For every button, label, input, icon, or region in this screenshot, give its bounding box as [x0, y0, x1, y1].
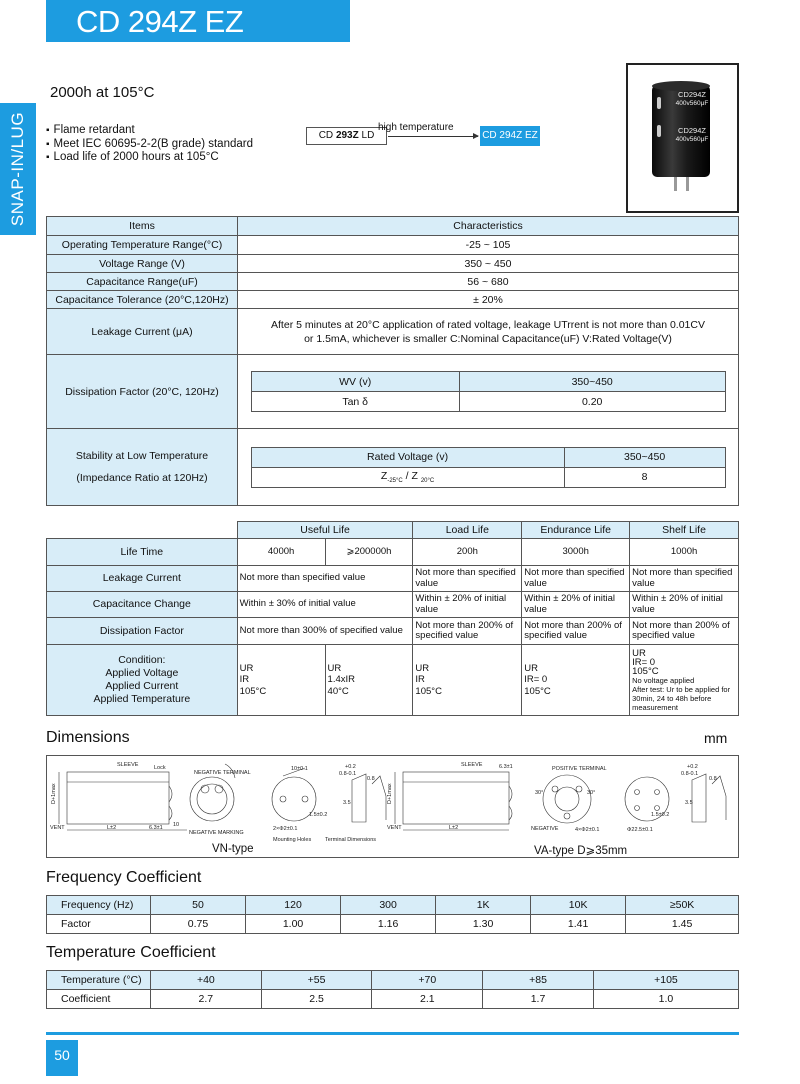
cond-value: 105°C: [415, 685, 442, 697]
cell: Not more than specified value: [522, 566, 630, 592]
cell: 3000h: [522, 539, 630, 566]
cell: 1000h: [630, 539, 739, 566]
col-header: +70: [372, 971, 483, 990]
dim-label: D+1max: [51, 783, 57, 804]
row-label: Frequency (Hz): [47, 896, 151, 915]
dim-label: 4×Φ2±0.1: [575, 827, 600, 833]
leakage-text-1: After 5 minutes at 20°C application of rated voltage, leakage UTrrent is not more than 0.01CV: [271, 318, 705, 331]
z-sub: -25°C: [387, 478, 403, 485]
sub-header: 350~450: [459, 372, 725, 392]
flow-from-prefix: CD: [318, 130, 336, 141]
stability-label-1: Stability at Low Temperature: [75, 450, 209, 462]
spec-table: [46, 216, 739, 506]
cell: Not more than 200% of specified value: [522, 618, 630, 645]
cond-label: Applied Current: [105, 680, 179, 692]
sub-cell: 0.20: [459, 392, 725, 412]
sub-cell: 8: [564, 467, 725, 487]
spec-value: [238, 309, 739, 355]
page-number: 50: [46, 1040, 78, 1076]
sub-header: WV (v): [251, 372, 459, 392]
dim-label: +0.2: [345, 764, 356, 770]
spec-item: Dissipation Factor (20°C, 120Hz): [47, 355, 238, 429]
footer-line: [46, 1032, 739, 1035]
cell: Not more than 200% of specified value: [630, 618, 739, 645]
spec-item: Operating Temperature Range(°C): [47, 236, 238, 255]
dim-label: 30°: [587, 790, 596, 796]
dim-label: NEGATIVE MARKING: [189, 830, 244, 836]
cond-label: Applied Voltage: [105, 667, 179, 679]
cond-note: 30min, 24 to 48h before: [632, 693, 712, 703]
cond-label: Applied Temperature: [93, 693, 191, 705]
cond-value: IR= 0: [632, 656, 656, 668]
cond-value: UR: [239, 662, 254, 674]
col-header: Endurance Life: [522, 522, 630, 539]
row-label: Capacitance Change: [47, 592, 238, 618]
feature-list: [46, 124, 253, 165]
cell: Within ± 20% of initial value: [630, 592, 739, 618]
cell: 1.45: [626, 915, 739, 934]
spec-item: Voltage Range (V): [47, 255, 238, 273]
photo-label-2: 400v560μF: [675, 100, 709, 107]
dim-label: Lock: [154, 765, 166, 771]
dim-label: 10±0.1: [291, 766, 308, 772]
cond-value: UR: [524, 662, 538, 674]
spec-value: [238, 429, 739, 506]
dim-label: 10: [173, 822, 180, 828]
cell: 1.30: [436, 915, 531, 934]
spec-item: Capacitance Tolerance (20°C,120Hz): [47, 291, 238, 309]
col-header: 120: [246, 896, 341, 915]
photo-label-4: 400v560μF: [675, 136, 709, 143]
cell: Not more than specified value: [630, 566, 739, 592]
cell: 200h: [413, 539, 522, 566]
cell: 2.5: [261, 990, 372, 1009]
table-row: [47, 645, 739, 716]
capacitor-photo: [626, 63, 739, 213]
stability-label-2: (Impedance Ratio at 120Hz): [76, 472, 208, 484]
flow-to-box: CD 294Z EZ: [480, 126, 540, 146]
cell: 1.41: [531, 915, 626, 934]
dim-label: NEGATIVE: [531, 826, 559, 832]
table-row: [47, 618, 739, 645]
dim-label: 1.5±0.2: [309, 812, 328, 818]
cell: 1.00: [246, 915, 341, 934]
dimensions-unit: mm: [704, 730, 728, 746]
col-header: Shelf Life: [630, 522, 739, 539]
cell: Not more than 300% of specified value: [237, 618, 413, 645]
leakage-text-2: or 1.5mA, whichever is smaller C:Nominal Capacitance(uF) V:Rated Voltage(V): [304, 332, 672, 345]
capacitor-image-icon: [628, 65, 737, 211]
dim-label: L±2: [107, 825, 117, 831]
flow-from-model: 293Z: [335, 130, 359, 141]
table-row: [47, 971, 739, 990]
cell: [413, 645, 522, 716]
photo-label-3: CD294Z: [678, 126, 706, 135]
table-row: [47, 429, 739, 506]
dimension-drawing-icon: [47, 756, 738, 857]
row-label: Temperature (°C): [47, 971, 151, 990]
col-header: 300: [341, 896, 436, 915]
blank-cell: [47, 522, 238, 539]
cond-value: 1.4xIR: [327, 674, 355, 686]
z-label: Z: [380, 469, 388, 482]
sub-header: Rated Voltage (v): [251, 447, 564, 467]
dim-label: Φ22.5±0.1: [627, 827, 653, 833]
dim-label: 0.8-0.1: [681, 771, 699, 777]
col-header: 1K: [436, 896, 531, 915]
dim-label: 30°: [535, 790, 544, 796]
cell: Not more than specified value: [237, 566, 413, 592]
dim-label: 3.5: [685, 800, 693, 806]
cell: Within ± 30% of initial value: [237, 592, 413, 618]
cell: 1.16: [341, 915, 436, 934]
cell: Within ± 20% of initial value: [413, 592, 522, 618]
photo-label-1: CD294Z: [678, 90, 706, 99]
cond-value: UR: [415, 662, 430, 674]
table-row: [47, 522, 739, 539]
dim-label: 2×Φ2±0.1: [273, 826, 298, 832]
col-header: 50: [151, 896, 246, 915]
spec-item: Capacitance Range(uF): [47, 273, 238, 291]
dimension-drawings: [46, 755, 739, 858]
spec-value: -25 ~ 105: [238, 236, 739, 255]
dim-label: SLEEVE: [461, 762, 483, 768]
cond-value: IR: [415, 674, 425, 686]
series-title: CD 294Z EZ SERIES: [76, 4, 244, 75]
table-row: [47, 592, 739, 618]
col-header: +85: [483, 971, 594, 990]
stability-subtable: [251, 447, 726, 488]
col-header: Useful Life: [237, 522, 413, 539]
table-row: [47, 291, 739, 309]
col-header: ≥50K: [626, 896, 739, 915]
row-label: Coefficient: [47, 990, 151, 1009]
table-row: [47, 566, 739, 592]
cond-value: 105°C: [239, 685, 267, 697]
dim-label: D+1max: [387, 783, 393, 804]
dim-label: 0.8: [367, 776, 375, 782]
cell: 0.75: [151, 915, 246, 934]
dim-label: NEGATIVE TERMINAL: [194, 770, 251, 776]
flow-from-suffix: LD: [358, 130, 375, 141]
spec-value: 350 ~ 450: [238, 255, 739, 273]
cond-value: UR: [632, 647, 646, 659]
table-row: [47, 273, 739, 291]
sub-cell: Tan δ: [251, 392, 459, 412]
frequency-table: [46, 895, 739, 934]
sub-cell: [251, 467, 564, 487]
row-label: Life Time: [47, 539, 238, 566]
spec-value: ± 20%: [238, 291, 739, 309]
dim-label: 0.8-0.1: [339, 771, 357, 777]
col-items-header: Items: [47, 217, 238, 236]
flow-arrow-icon: [388, 136, 478, 137]
cell: ⩾200000h: [325, 539, 413, 566]
table-row: [47, 355, 739, 429]
cond-value: 105°C: [524, 685, 551, 697]
table-row: [47, 255, 739, 273]
feature-item: ▪ Load life of 2000 hours at 105°C: [46, 151, 253, 165]
cell: [237, 645, 325, 716]
feature-item: ▪ Meet IEC 60695-2-2(B grade) standard: [46, 138, 253, 152]
cond-value: IR= 0: [524, 674, 548, 686]
cell: 1.7: [483, 990, 594, 1009]
dim-label: Mounting Holes: [273, 837, 312, 843]
col-header: +55: [261, 971, 372, 990]
cell: Not more than 200% of specified value: [413, 618, 522, 645]
dim-label: POSITIVE TERMINAL: [552, 766, 607, 772]
dim-label: 6.3±1: [149, 825, 163, 831]
vn-type-caption: VN-type: [212, 843, 254, 855]
spec-value: [238, 355, 739, 429]
spec-value: 56 ~ 680: [238, 273, 739, 291]
table-row: [47, 896, 739, 915]
feature-item: ▪ Flame retardant: [46, 124, 253, 138]
cond-value: 105°C: [632, 665, 659, 677]
col-header: Load Life: [413, 522, 522, 539]
frequency-title: Frequency Coefficient: [46, 869, 202, 886]
cond-note: No voltage applied: [632, 675, 695, 685]
dim-label: VENT: [50, 825, 65, 831]
cell: 1.0: [593, 990, 738, 1009]
table-row: [47, 990, 739, 1009]
side-tab: [0, 103, 36, 235]
col-header: +105: [593, 971, 738, 990]
dim-label: VENT: [387, 825, 402, 831]
cond-note: measurement: [632, 702, 678, 712]
flow-label: high temperature: [378, 122, 454, 133]
cond-note: After test: Ur to be applied for: [632, 684, 731, 694]
table-row: [47, 217, 739, 236]
cell: 4000h: [237, 539, 325, 566]
dim-label: L±2: [449, 825, 459, 831]
cond-label: Condition:: [118, 654, 166, 666]
temperature-table: [46, 970, 739, 1009]
table-row: [47, 539, 739, 566]
side-tab-label: SNAP-IN/LUG: [8, 111, 27, 227]
dim-label: 1.5±0.2: [651, 812, 670, 818]
col-header: +40: [151, 971, 262, 990]
dim-label: 3.5: [343, 800, 351, 806]
z-slash: / Z: [402, 469, 421, 482]
cell: 2.7: [151, 990, 262, 1009]
row-label: Leakage Current: [47, 566, 238, 592]
cell: Within ± 20% of initial value: [522, 592, 630, 618]
table-row: [47, 309, 739, 355]
cond-value: 40°C: [327, 685, 349, 697]
table-row: [47, 915, 739, 934]
dim-label: 6.3±1: [499, 764, 513, 770]
dimensions-title: Dimensions: [46, 729, 130, 746]
cell: [522, 645, 630, 716]
cond-value: IR: [239, 674, 250, 686]
cond-value: UR: [327, 662, 342, 674]
cell: Not more than specified value: [413, 566, 522, 592]
cell: [630, 645, 739, 716]
col-header: 10K: [531, 896, 626, 915]
sub-header: 350~450: [564, 447, 725, 467]
dim-label: SLEEVE: [117, 762, 139, 768]
cell: [325, 645, 413, 716]
life-table: [46, 521, 739, 716]
z-sub: 20°C: [420, 478, 435, 485]
spec-item: Leakage Current (μA): [47, 309, 238, 355]
series-title-bar: [46, 0, 350, 75]
dissipation-subtable: [251, 371, 726, 412]
va-type-caption: VA-type D⩾35mm: [534, 845, 628, 857]
col-char-header: Characteristics: [238, 217, 739, 236]
row-label: Factor: [47, 915, 151, 934]
temperature-title: Temperature Coefficient: [46, 944, 216, 961]
dim-label: 0.8: [709, 776, 717, 782]
row-label: Dissipation Factor: [47, 618, 238, 645]
dim-label: +0.2: [687, 764, 698, 770]
subtitle: 2000h at 105°C: [50, 84, 155, 101]
row-label: [47, 645, 238, 716]
cell: 2.1: [372, 990, 483, 1009]
flow-from-box: [306, 127, 387, 145]
dim-label: Terminal Dimensions: [325, 837, 377, 843]
table-row: [47, 236, 739, 255]
spec-item: [47, 429, 238, 506]
